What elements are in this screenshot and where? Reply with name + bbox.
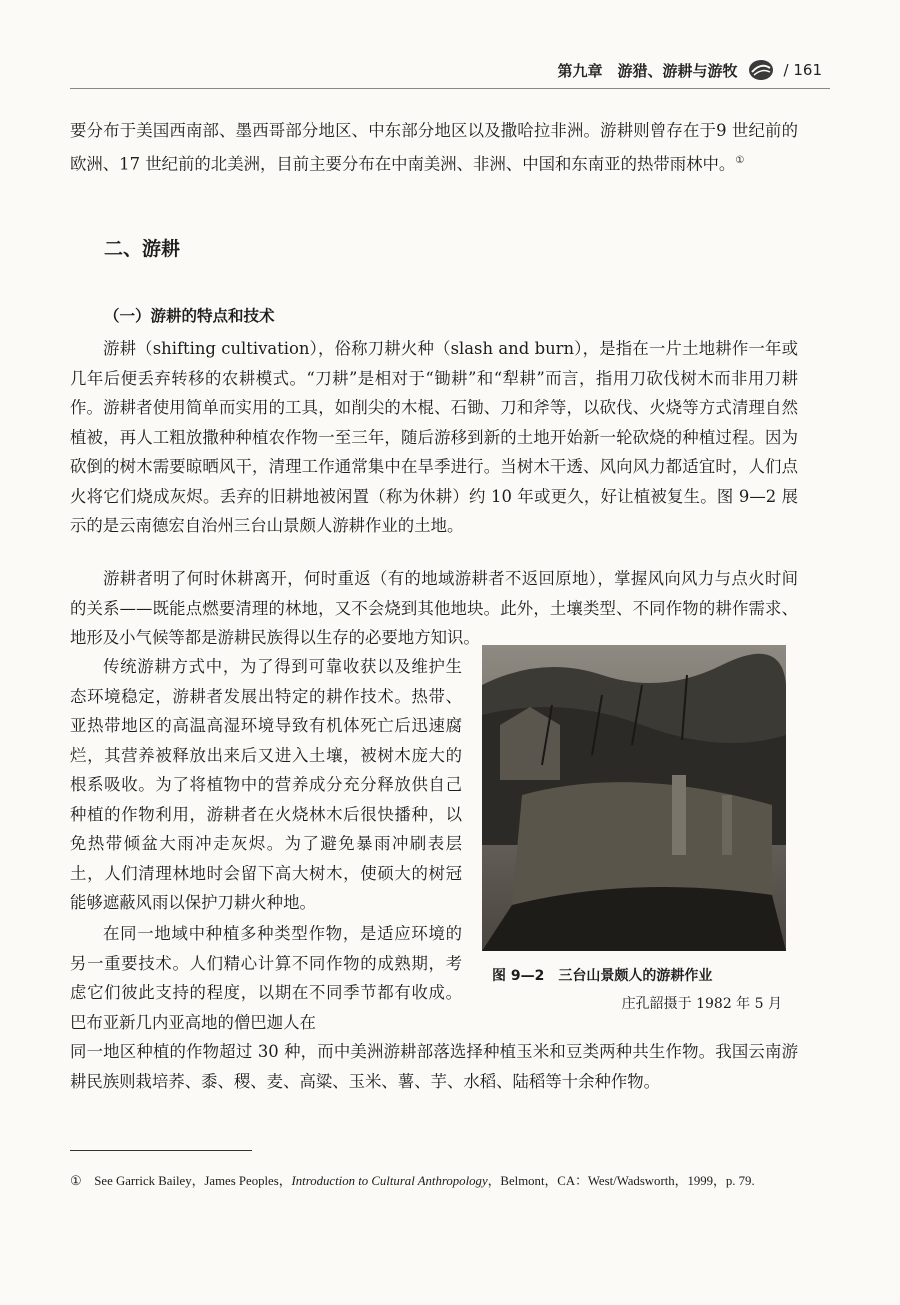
paragraph-knowledge: 游耕者明了何时休耕离开，何时重返（有的地域游耕者不返回原地），掌握风向风力与点火时间的关系——既能点燃要清理的林地，又不会烧到其他地块。此外，土壤类型、不同作物的耕作需求、地形及小气候等都是游耕民族得以生存的必要地方知识。 [70,569,798,647]
footnote [70,1170,798,1192]
paragraph-crops-end: 同一地区种植的作物超过 30 种，而中美洲游耕部落选择种植玉米和豆类两种共生作物。我国云南游耕民族则栽培荞、黍、稷、麦、高粱、玉米、薯、芋、水稻、陆稻等十余种作物。 [70,1042,798,1091]
footnote-publisher: ，Belmont，CA：West/Wadsworth，1999，p. 79. [487,1174,755,1188]
footnote-authors: See Garrick Bailey，James Peoples， [94,1174,292,1188]
footnote-ref: ① [735,154,745,166]
footnote-book-title: Introduction to Cultural Anthropology [291,1174,488,1188]
running-header [558,58,822,82]
header-rule [70,88,830,89]
paragraph-text: 要分布于美国西南部、墨西哥部分地区、中东部分地区以及撒哈拉非洲。游耕则曾存在于9 世纪前的欧洲、17 世纪前的北美洲，目前主要分布在中南美洲、非洲、中国和东南亚的热带雨林中。 [70,121,798,173]
figure-credit: 庄孔韶摄于 1982 年 5 月 [621,996,782,1012]
section-heading: 二、游耕 [104,238,181,260]
figure-caption: 图 9—2 三台山景颇人的游耕作业 [492,968,713,984]
footnote-rule [70,1150,252,1151]
chapter-title: 第九章 游猎、游耕与游牧 [557,61,738,80]
subsection-heading: （一）游耕的特点和技术 [104,307,275,325]
paragraph-techniques: 传统游耕方式中，为了得到可靠收获以及维护生态环境稳定，游耕者发展出特定的耕作技术。热带、亚热带地区的高温高湿环境导致有机体死亡后迅速腐烂，其营养被释放出来后又进入土壤，被树木庞大的根系吸收。为了将植物中的营养成分充分释放供自己种植的作物利用，游耕者在火烧林木后很快播种，以免热带倾盆大雨冲走灰烬。为了避免暴雨冲刷表层土，人们清理林地时会留下高大树木，使硕大的树冠能够遮蔽风雨以保护刀耕火种地。 [70,657,462,912]
figure-photo [482,645,786,951]
chapter-logo-icon [748,58,774,82]
paragraph-crops-start: 在同一地域中种植多种类型作物，是适应环境的另一重要技术。人们精心计算不同作物的成熟期，考虑它们彼此支持的程度，以期在不同季节都有收成。巴布亚新几内亚高地的僧巴迦人在 [70,924,462,1032]
page-number: / 161 [783,61,822,79]
paragraph-continuation [70,116,798,178]
paragraph-definition: 游耕（shifting cultivation），俗称刀耕火种（slash and burn），是指在一片土地耕作一年或几年后便丢弃转移的农耕模式。“刀耕”是相对于“锄耕”和“犁耕”而言，指用刀砍伐树木而非用刀耕作。游耕者使用简单而实用的工具，如削尖的木棍、石锄、刀和斧等，以砍伐、火烧等方式清理自然植被，再人工粗放撒种种植农作物一至三年，随后游移到新的土地开始新一轮砍烧的种植过程。因为砍倒的树木需要晾晒风干，清理工作通常集中在旱季进行。当树木干透、风向风力都适宜时，人们点火将它们烧成灰烬。丢弃的旧耕地被闲置（称为休耕）约 10 年或更久，好让植被复生。图 9—2 展示的是云南德宏自治州三台山景颇人游耕作业的土地。 [70,339,798,535]
footnote-marker: ① [70,1174,82,1188]
